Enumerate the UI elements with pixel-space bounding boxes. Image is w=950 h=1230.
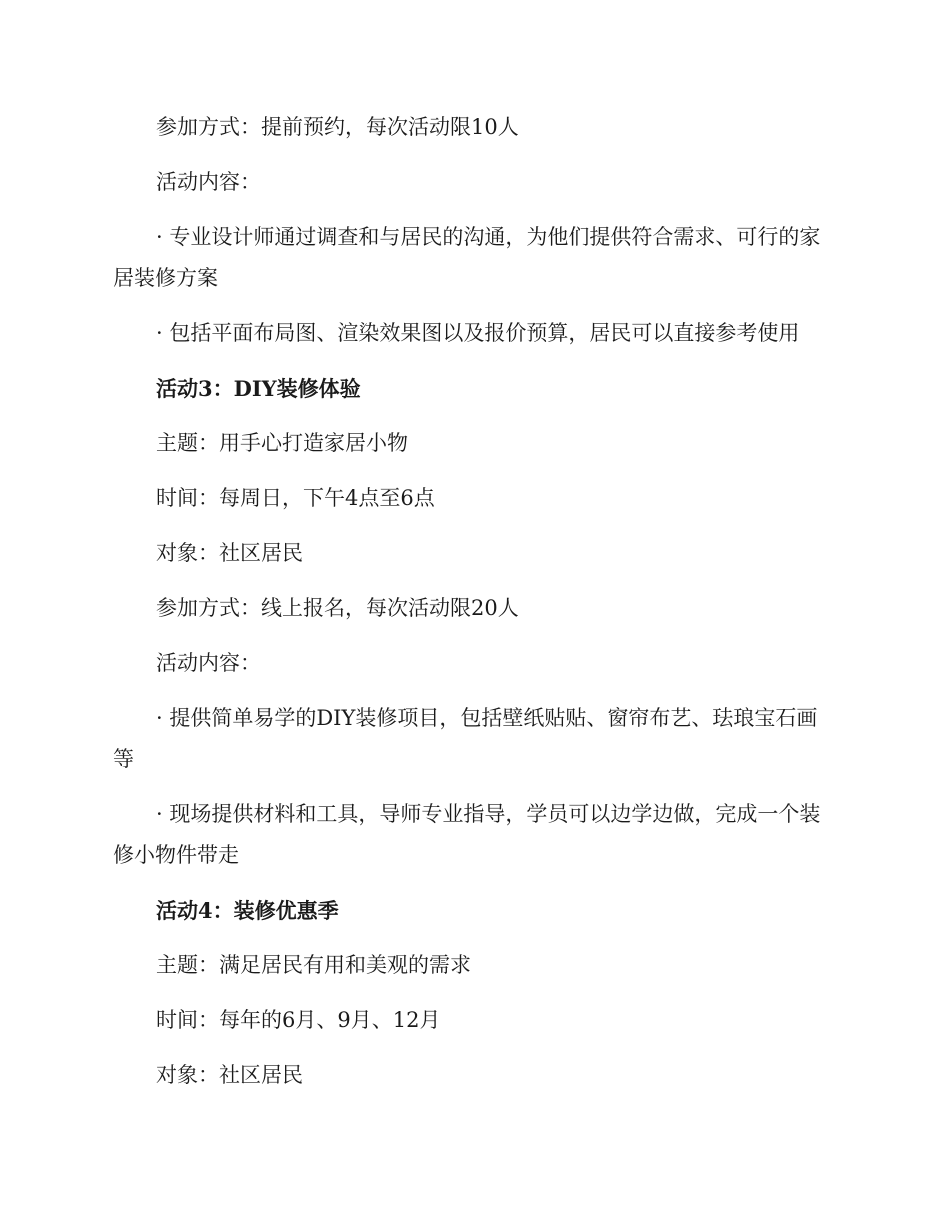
bullet-item-4: · 现场提供材料和工具，导师专业指导，学员可以边学边做，完成一个装修小物件带走 [113, 802, 821, 867]
theme-line-1: 主题：用手心打造家居小物 [156, 431, 408, 455]
time-line-1: 时间：每周日，下午4点至6点 [156, 486, 435, 510]
participation-method-2: 参加方式：线上报名，每次活动限20人 [156, 596, 519, 620]
activity-content-label-1: 活动内容： [156, 170, 261, 194]
audience-line-2: 对象：社区居民 [156, 1063, 303, 1087]
participation-method-1: 参加方式：提前预约，每次活动限10人 [156, 115, 519, 139]
activity-content-label-2: 活动内容： [156, 651, 261, 675]
bullet-item-1: · 专业设计师通过调查和与居民的沟通，为他们提供符合需求、可行的家居装修方案 [113, 225, 821, 290]
bullet-item-2: · 包括平面布局图、渲染效果图以及报价预算，居民可以直接参考使用 [156, 321, 800, 345]
theme-line-2: 主题：满足居民有用和美观的需求 [156, 953, 471, 977]
section-heading-activity-3: 活动3：DIY装修体验 [156, 376, 361, 401]
section-heading-activity-4: 活动4：装修优惠季 [156, 898, 339, 923]
time-line-2: 时间：每年的6月、9月、12月 [156, 1008, 441, 1032]
bullet-item-3: · 提供简单易学的DIY装修项目，包括壁纸贴贴、窗帘布艺、珐琅宝石画等 [113, 706, 818, 771]
audience-line-1: 对象：社区居民 [156, 541, 303, 565]
